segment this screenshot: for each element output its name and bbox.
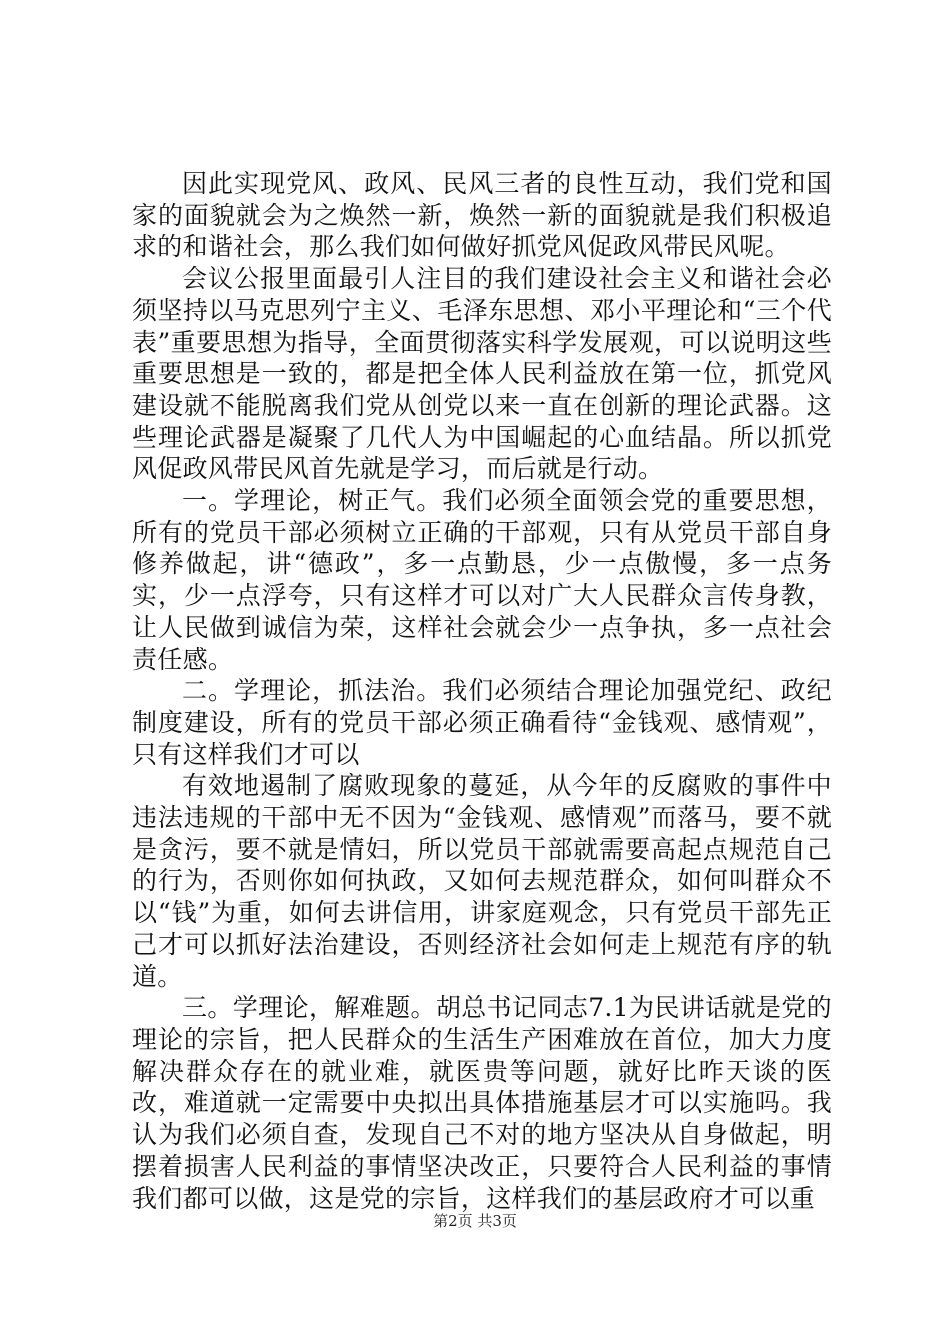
page-total: 共3页	[477, 1212, 517, 1230]
page-footer	[0, 1210, 950, 1231]
paragraph-5: 有效地遏制了腐败现象的蔓延，从今年的反腐败的事件中违法违规的干部中无不因为“金钱观、感情观”而落马，要不就是贪污，要不就是情妇，所以党员干部就需要高起点规范自己的行为，否则你如何执政，又如何去规范群众，如何叫群众不以“钱”为重，如何去讲信用，讲家庭观念，只有党员干部先正己才可以抓好法治建设，否则经济社会如何走上规范有序的轨道。	[132, 771, 832, 991]
paragraph-2: 会议公报里面最引人注目的我们建设社会主义和谐社会必须坚持以马克思列宁主义、毛泽东思想、邓小平理论和“三个代表”重要思想为指导，全面贯彻落实科学发展观，可以说明这些重要思想是一致的，都是把全体人民利益放在第一位，抓党风建设就不能脱离我们党从创党以来一直在创新的理论武器。这些理论武器是凝聚了几代人为中国崛起的心血结晶。所以抓党风促政风带民风首先就是学习，而后就是行动。	[132, 264, 832, 484]
paragraph-4: 二。学理论，抓法治。我们必须结合理论加强党纪、政纪制度建设，所有的党员干部必须正确看待“金钱观、感情观”，只有这样我们才可以	[132, 676, 832, 769]
paragraph-6: 三。学理论，解难题。胡总书记同志7.1为民讲话就是党的理论的宗旨，把人民群众的生活生产困难放在首位，加大力度解决群众存在的就业难，就医贵等问题，就好比昨天谈的医改，难道就一定需要中央拟出具体措施基层才可以实施吗。我认为我们必须自查，发现自己不对的地方坚决从自身做起，明摆着损害人民利益的事情坚决改正，只要符合人民利益的事情我们都可以做，这是党的宗旨，这样我们的基层政府才可以重	[132, 993, 832, 1213]
paragraph-3: 一。学理论，树正气。我们必须全面领会党的重要思想，所有的党员干部必须树立正确的干部观，只有从党员干部自身修养做起，讲“德政”，多一点勤恳，少一点傲慢，多一点务实，少一点浮夸，只有这样才可以对广大人民群众言传身教，让人民做到诚信为荣，这样社会就会少一点争执，多一点社会责任感。	[132, 486, 832, 674]
page-number: 第2页	[433, 1212, 473, 1230]
document-body	[132, 168, 832, 1214]
paragraph-1: 因此实现党风、政风、民风三者的良性互动，我们党和国家的面貌就会为之焕然一新，焕然一新的面貌就是我们积极追求的和谐社会，那么我们如何做好抓党风促政风带民风呢。	[132, 169, 832, 262]
